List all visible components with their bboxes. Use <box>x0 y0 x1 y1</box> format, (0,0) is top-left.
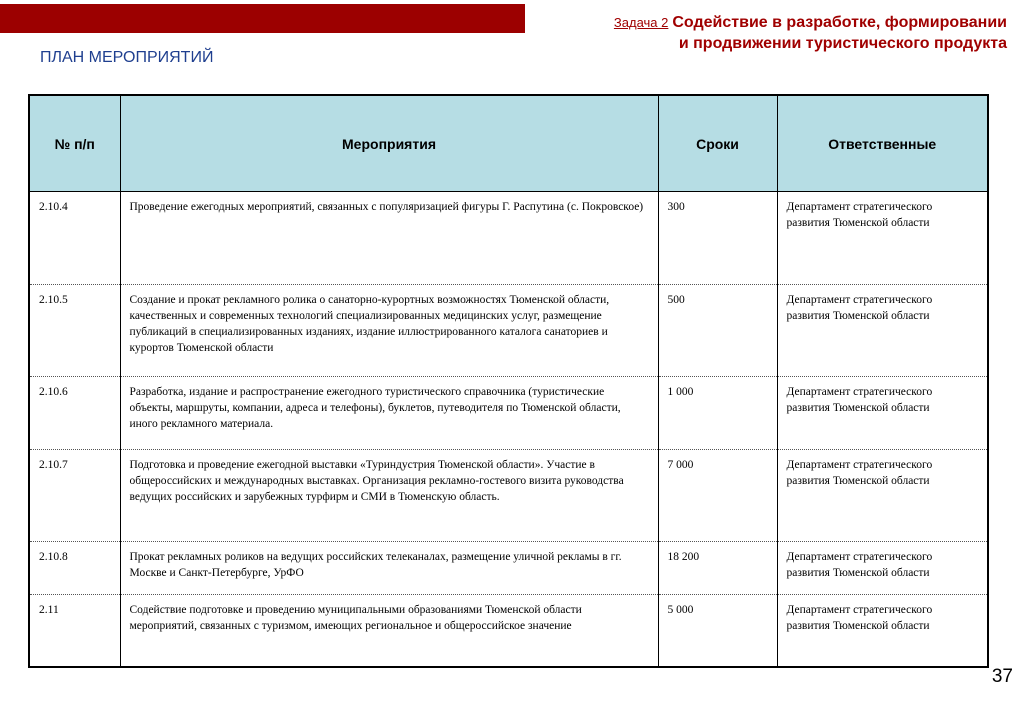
cell-term: 500 <box>658 285 777 377</box>
task-label: Задача 2 <box>613 15 669 30</box>
table-row <box>29 595 988 667</box>
cell-responsible: Департамент стратегического развития Тюменской области <box>777 595 988 667</box>
column-header-terms: Сроки <box>658 95 777 192</box>
cell-event: Содействие подготовке и проведению муниципальными образованиями Тюменской области мероприятий, связанных с туризмом, имеющих региональное и общероссийское значение <box>120 595 658 667</box>
table-row <box>29 450 988 542</box>
table-row <box>29 285 988 377</box>
top-accent-bar <box>0 4 525 33</box>
cell-number: 2.10.5 <box>29 285 120 377</box>
cell-term: 1 000 <box>658 377 777 450</box>
cell-number: 2.10.7 <box>29 450 120 542</box>
cell-event: Создание и прокат рекламного ролика о санаторно-курортных возможностях Тюменской области, качественных и современных технологий специализированных медицинских услуг, размещение публикаций в специализированных изданиях, издание иллюстрированного каталога санаториев и курортов Тюменской области <box>120 285 658 377</box>
slide-header <box>614 12 1007 54</box>
header-title-line2: и продвижении туристического продукта <box>678 35 1007 52</box>
table-row <box>29 192 988 285</box>
column-header-responsible: Ответственные <box>777 95 988 192</box>
cell-number: 2.10.4 <box>29 192 120 285</box>
table-row <box>29 542 988 595</box>
cell-number: 2.10.6 <box>29 377 120 450</box>
cell-number: 2.11 <box>29 595 120 667</box>
cell-responsible: Департамент стратегического развития Тюменской области <box>777 192 988 285</box>
cell-term: 5 000 <box>658 595 777 667</box>
cell-event: Разработка, издание и распространение ежегодного туристического справочника (туристические объекты, маршруты, компании, адреса и телефоны), буклетов, путеводителя по Тюменской области, иного рекламного материала. <box>120 377 658 450</box>
cell-responsible: Департамент стратегического развития Тюменской области <box>777 450 988 542</box>
cell-term: 300 <box>658 192 777 285</box>
cell-number: 2.10.8 <box>29 542 120 595</box>
table-row <box>29 377 988 450</box>
header-title-line1: Содействие в разработке, формировании <box>672 14 1007 31</box>
plan-table <box>28 94 989 668</box>
cell-event: Проведение ежегодных мероприятий, связанных с популяризацией фигуры Г. Распутина (с. Покровское) <box>120 192 658 285</box>
cell-responsible: Департамент стратегического развития Тюменской области <box>777 542 988 595</box>
cell-event: Прокат рекламных роликов на ведущих российских телеканалах, размещение уличной рекламы в гг. Москве и Санкт-Петербурге, УрФО <box>120 542 658 595</box>
cell-responsible: Департамент стратегического развития Тюменской области <box>777 285 988 377</box>
cell-term: 18 200 <box>658 542 777 595</box>
column-header-number: № п/п <box>29 95 120 192</box>
cell-event: Подготовка и проведение ежегодной выставки «Туриндустрия Тюменской области». Участие в общероссийских и международных выставках. Организация рекламно-гостевого визита руководства ведущих российских и зарубежных турфирм и СМИ в Тюменскую область. <box>120 450 658 542</box>
table-header-row <box>29 95 988 192</box>
page-number: 37 <box>991 666 1013 687</box>
cell-responsible: Департамент стратегического развития Тюменской области <box>777 377 988 450</box>
cell-term: 7 000 <box>658 450 777 542</box>
column-header-events: Мероприятия <box>120 95 658 192</box>
section-title: ПЛАН МЕРОПРИЯТИЙ <box>40 49 214 66</box>
